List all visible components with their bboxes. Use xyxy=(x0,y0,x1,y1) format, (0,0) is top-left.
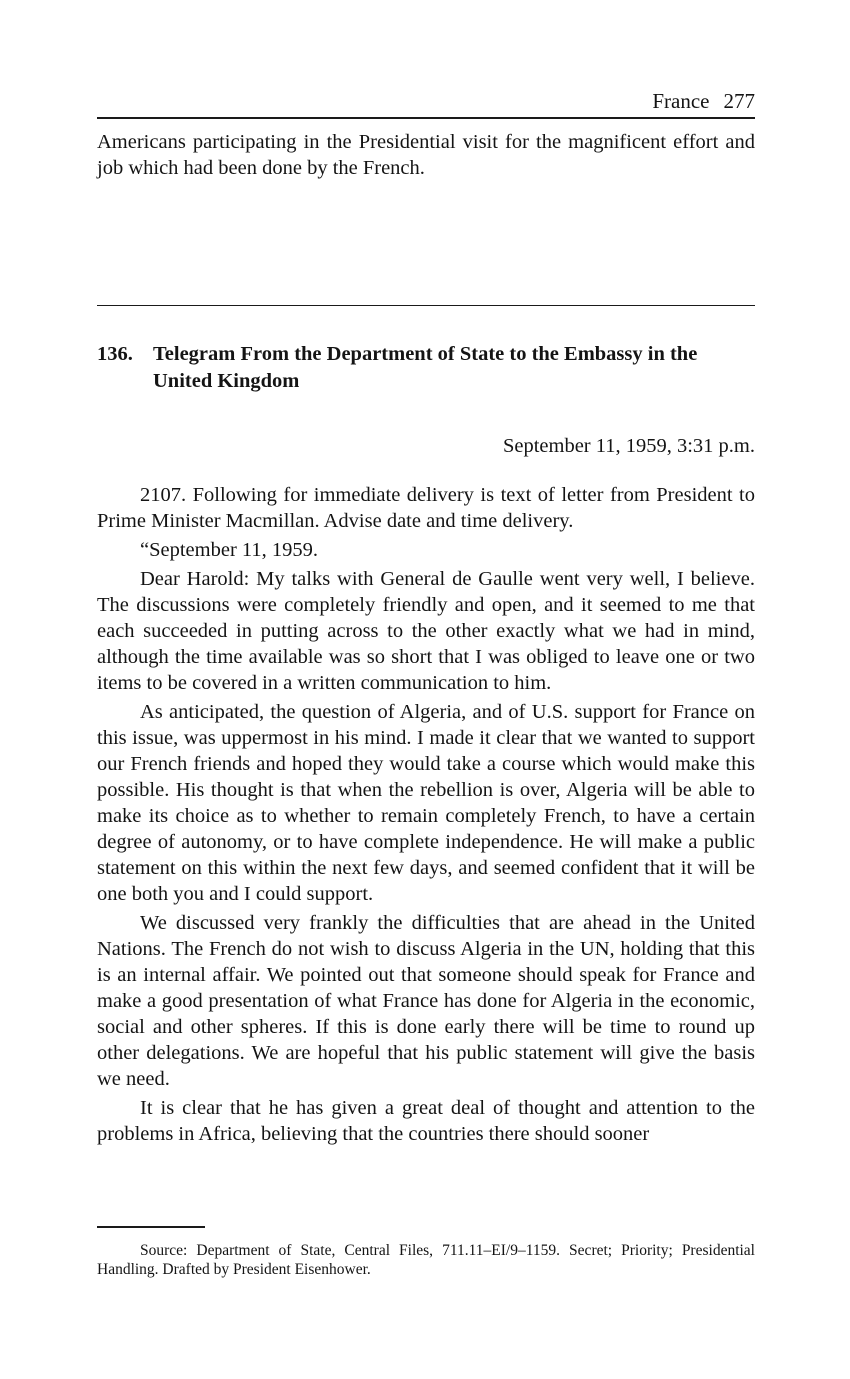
paragraph: As anticipated, the question of Algeria, and of U.S. support for France on this issue, was uppermost in his mind. I made it clear that we wanted to support our French friends and hoped they would take a course which would make this possible. His thought is that when the rebellion is over, Algeria will be able to make its choice as to whether to remain completely French, to have a certain degree of autonomy, or to have complete independence. He will make a public statement on this within the next few days, and seemed confident that it will be one both you and I could support. xyxy=(97,701,755,905)
document-number: 136. xyxy=(97,343,133,365)
continued-paragraph: Americans participating in the Presidential visit for the magnificent effort and job which had been done by the French. xyxy=(97,131,755,179)
paragraph: 2107. Following for immediate delivery is text of letter from President to Prime Minister Macmillan. Advise date and time delivery. xyxy=(97,484,755,532)
section-divider xyxy=(97,305,755,306)
continued-text-block xyxy=(97,129,755,181)
paragraph: Dear Harold: My talks with General de Gaulle went very well, I believe. The discussions were completely friendly and open, and it seemed to me that each succeeded in putting across to the other exactly what we had in mind, although the time available was so short that I was obliged to leave one or two items to be covered in a written communication to him. xyxy=(97,568,755,694)
running-head xyxy=(97,88,755,119)
source-footnote: Source: Department of State, Central Files, 711.11–EI/9–1159. Secret; Priority; Presidential Handling. Drafted by President Eisenhower. xyxy=(97,1242,755,1278)
paragraph: It is clear that he has given a great deal of thought and attention to the problems in Africa, believing that the countries there should sooner xyxy=(97,1097,755,1145)
section-title: France xyxy=(652,89,710,113)
page-number: 277 xyxy=(723,89,755,113)
paragraph: We discussed very frankly the difficulties that are ahead in the United Nations. The French do not wish to discuss Algeria in the UN, holding that this is an internal affair. We pointed out that someone should speak for France and make a good presentation of what France has done for Algeria in the economic, social and other spheres. If this is done early there will be time to round up other delegations. We are hopeful that his public statement will give the basis we need. xyxy=(97,912,755,1090)
document-title: Telegram From the Department of State to the Embassy in the United Kingdom xyxy=(153,343,698,392)
document-heading xyxy=(97,341,755,395)
telegram-body xyxy=(97,482,755,1150)
paragraph: “September 11, 1959. xyxy=(140,539,319,561)
footnote-divider xyxy=(97,1226,205,1228)
document-page xyxy=(97,88,755,1278)
dateline: September 11, 1959, 3:31 p.m. xyxy=(502,435,755,457)
